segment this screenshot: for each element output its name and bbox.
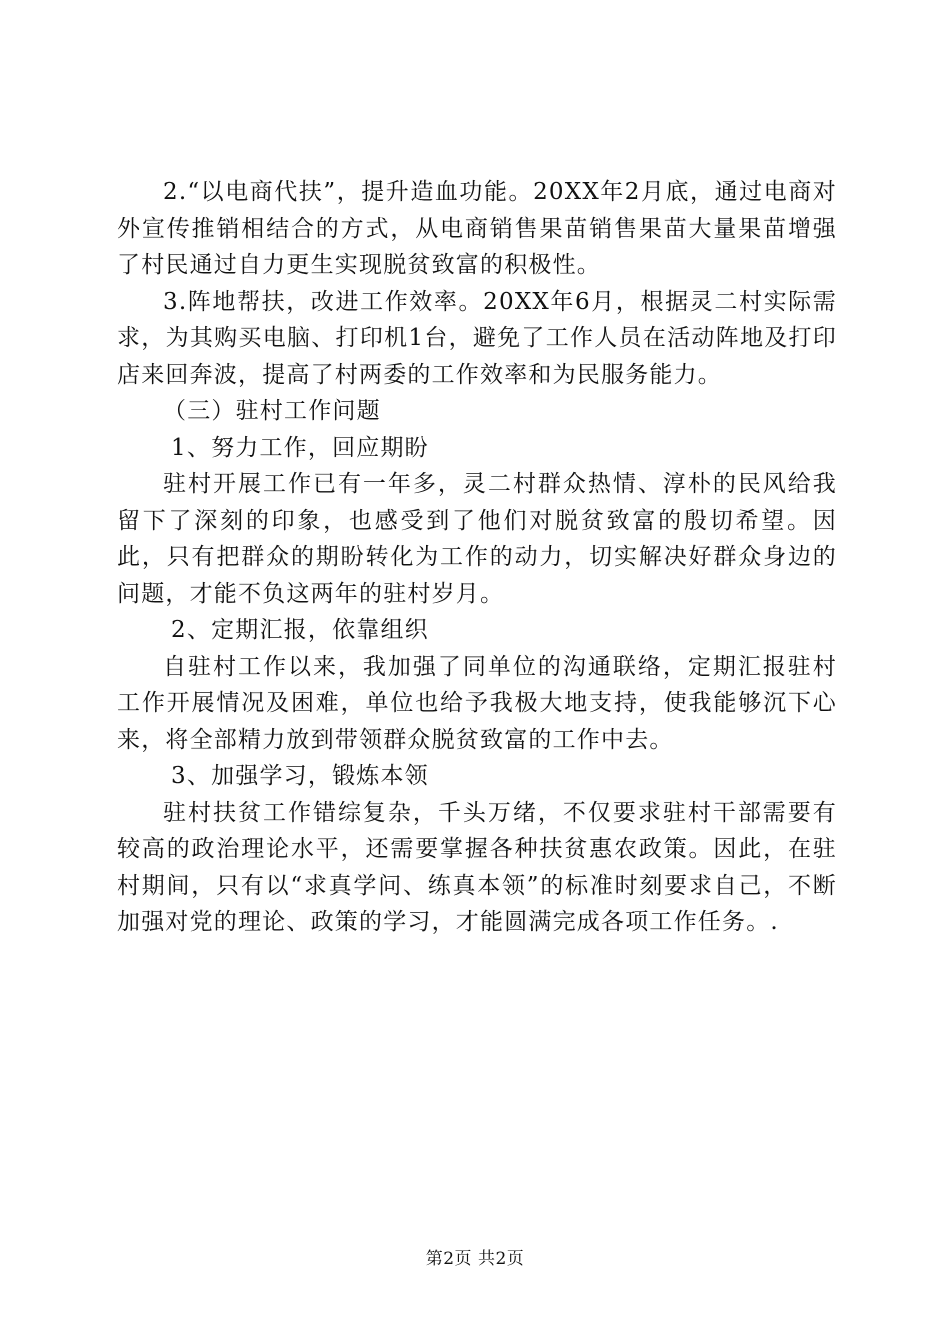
paragraph-strengthen-learning: 驻村扶贫工作错综复杂，千头万绪，不仅要求驻村干部需要有较高的政治理论水平，还需要掌握各种扶贫惠农政策。因此，在驻村期间，只有以“求真学问、练真本领”的标准时刻要求自己，不断加强对党的理论、政策的学习，才能圆满完成各项工作任务。. — [117, 799, 837, 935]
section-heading-village-issues: （三）驻村工作问题 — [163, 398, 381, 424]
paragraph-regular-report: 自驻村工作以来，我加强了同单位的沟通联络，定期汇报驻村工作开展情况及困难，单位也给予我极大地支持，使我能够沉下心来，将全部精力放到带领群众脱贫致富的工作中去。 — [117, 653, 837, 753]
document-body — [117, 174, 837, 941]
subheading-regular-report: 2、定期汇报，依靠组织 — [171, 617, 429, 643]
paragraph-position-aid: 3.阵地帮扶，改进工作效率。20XX年6月，根据灵二村实际需求，为其购买电脑、打印机1台，避免了工作人员在活动阵地及打印店来回奔波，提高了村两委的工作效率和为民服务能力。 — [117, 288, 837, 388]
paragraph-work-hard: 驻村开展工作已有一年多，灵二村群众热情、淳朴的民风给我留下了深刻的印象，也感受到了他们对脱贫致富的殷切希望。因此，只有把群众的期盼转化为工作的动力，切实解决好群众身边的问题，才能不负这两年的驻村岁月。 — [117, 471, 837, 607]
page-number-footer: 第2页 共2页 — [425, 1249, 525, 1269]
subheading-work-hard: 1、努力工作，回应期盼 — [171, 434, 429, 461]
paragraph-ecommerce-aid: 2.“以电商代扶”，提升造血功能。20XX年2月底，通过电商对外宣传推销相结合的方式，从电商销售果苗销售果苗大量果苗增强了村民通过自力更生实现脱贫致富的积极性。 — [117, 179, 837, 278]
subheading-strengthen-learning: 3、加强学习，锻炼本领 — [171, 763, 429, 789]
